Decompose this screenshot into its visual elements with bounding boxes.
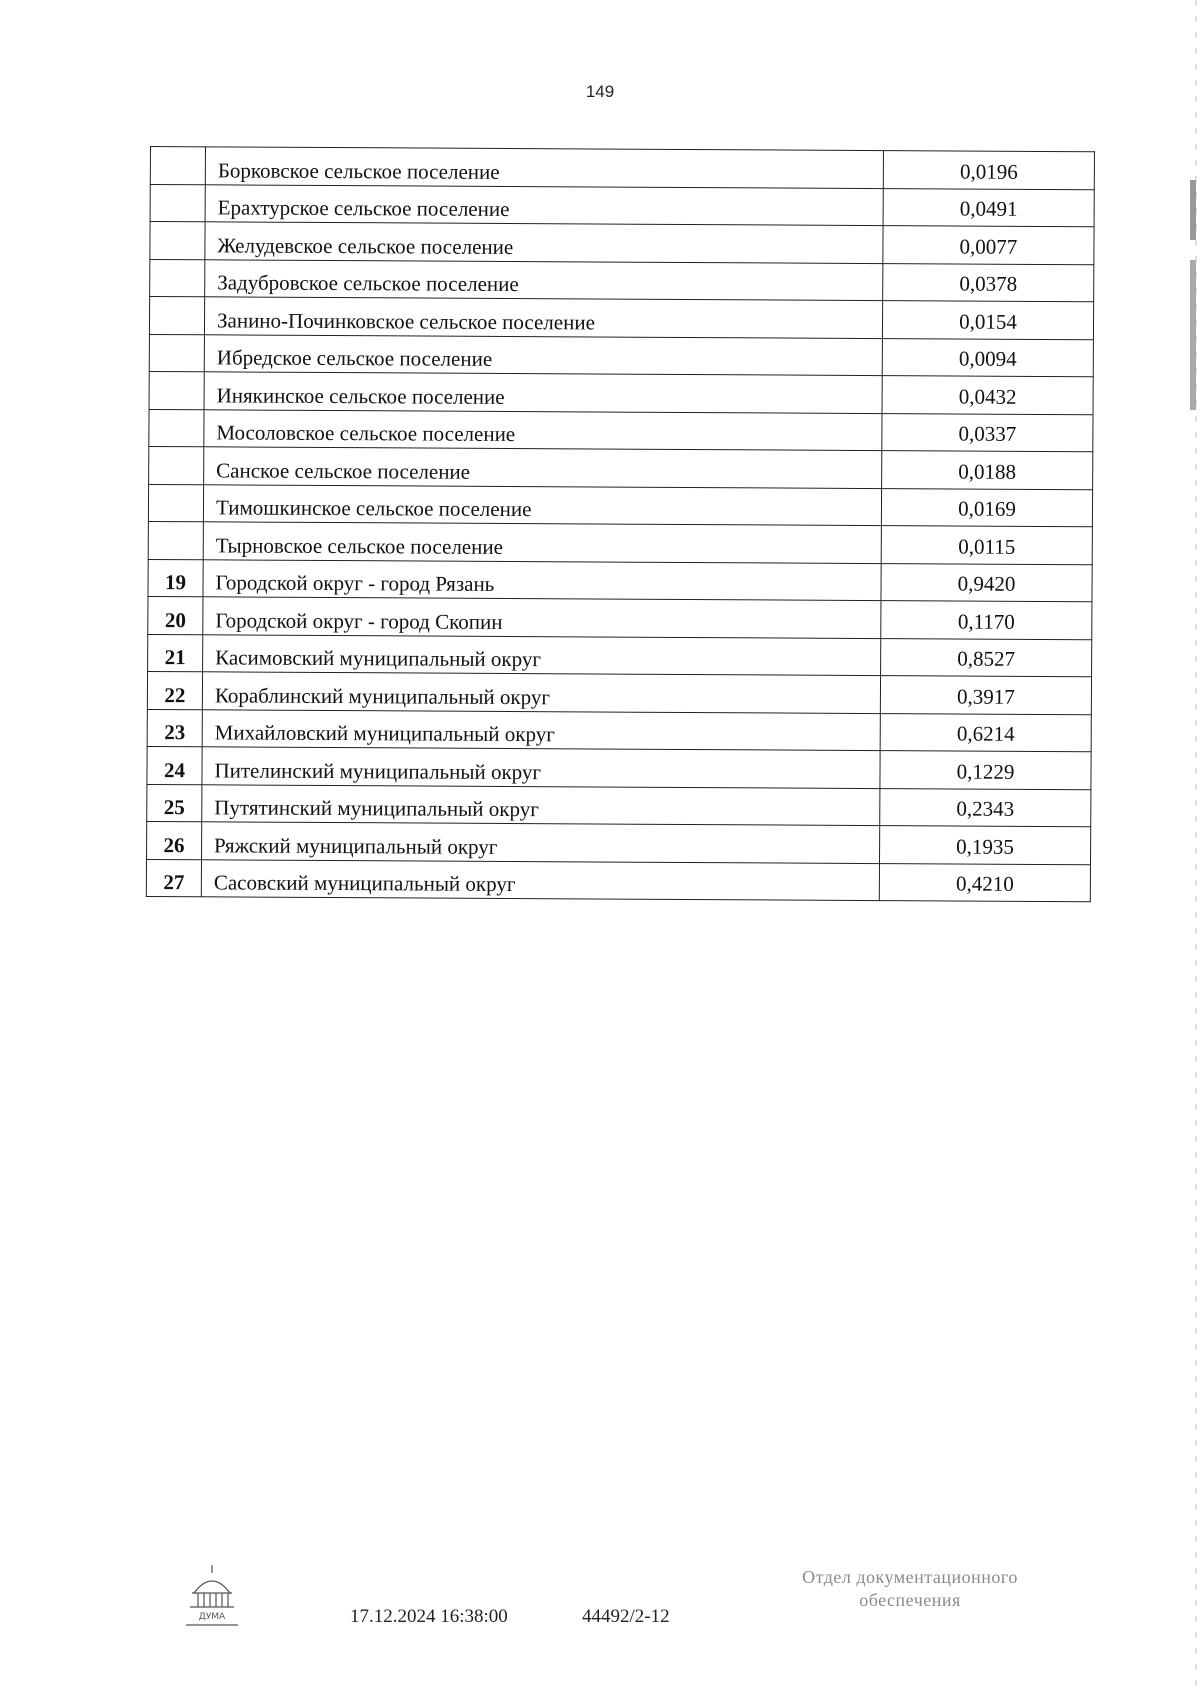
row-number	[149, 334, 204, 372]
coefficient-value: 0,3917	[880, 676, 1091, 715]
coefficient-value: 0,0432	[882, 376, 1093, 415]
municipality-name: Мосоловское сельское поселение	[204, 409, 882, 450]
page-number: 149	[585, 82, 615, 101]
coefficient-value: 0,0188	[882, 451, 1093, 490]
row-number	[149, 371, 204, 409]
coefficient-value: 0,9420	[881, 563, 1092, 602]
table-row	[146, 859, 1090, 902]
table-row	[148, 634, 1092, 677]
table-row	[150, 184, 1094, 227]
municipality-name: Касимовский муниципальный округ	[203, 634, 881, 675]
row-number: 21	[148, 634, 203, 672]
municipality-name: Тимошкинское сельское поселение	[203, 484, 881, 525]
coefficient-value: 0,0077	[883, 226, 1094, 265]
department-stamp	[760, 1566, 1060, 1613]
municipality-name: Михайловский муниципальный округ	[202, 709, 880, 750]
municipality-name: Задубровское сельское поселение	[205, 259, 883, 300]
municipality-name: Инякинское сельское поселение	[204, 372, 882, 413]
row-number: 22	[147, 671, 202, 709]
row-number	[149, 446, 204, 484]
table-row	[148, 521, 1092, 564]
municipality-name: Занино-Починковское сельское поселение	[204, 297, 882, 338]
coefficient-value: 0,0115	[881, 526, 1092, 565]
municipality-name: Кораблинский муниципальный округ	[202, 672, 880, 713]
table-row	[148, 559, 1092, 602]
municipality-name: Сасовский муниципальный округ	[201, 859, 879, 900]
coefficient-value: 0,0154	[882, 301, 1093, 340]
table-row	[147, 784, 1091, 827]
table-row	[147, 746, 1091, 789]
row-number	[149, 297, 204, 335]
table-row	[147, 709, 1091, 752]
table-row	[150, 147, 1094, 190]
table-row	[147, 821, 1091, 864]
coefficients-table-container	[146, 146, 1095, 902]
footer-datetime: 17.12.2024 16:38:00	[350, 1606, 508, 1627]
coefficient-value: 0,1170	[881, 601, 1092, 640]
duma-logo	[180, 1563, 244, 1627]
coefficient-value: 0,2343	[880, 788, 1091, 827]
row-number	[149, 409, 204, 447]
row-number: 23	[147, 709, 202, 747]
coefficient-value: 0,0169	[881, 488, 1092, 527]
table-row	[150, 259, 1094, 302]
scan-edge-artifact	[1188, 0, 1200, 1695]
table-row	[149, 446, 1093, 489]
table-body	[146, 147, 1094, 902]
row-number: 20	[148, 596, 203, 634]
coefficient-value: 0,1935	[880, 826, 1091, 865]
row-number	[148, 521, 203, 559]
row-number	[150, 259, 205, 297]
table-row	[148, 484, 1092, 527]
municipality-name: Городской округ - город Скопин	[203, 597, 881, 638]
stamp-line-1: Отдел документационного	[802, 1567, 1018, 1587]
row-number: 27	[146, 859, 201, 897]
municipality-name: Тырновское сельское поселение	[203, 522, 881, 563]
coefficient-value: 0,1229	[880, 751, 1091, 790]
row-number: 26	[147, 821, 202, 859]
coefficient-value: 0,0196	[883, 151, 1094, 190]
row-number: 19	[148, 559, 203, 597]
municipality-name: Санское сельское поселение	[204, 447, 882, 488]
stamp-line-2: обеспечения	[859, 1590, 961, 1611]
row-number	[148, 484, 203, 522]
row-number	[150, 147, 205, 185]
municipality-name: Ибредское сельское поселение	[204, 334, 882, 375]
municipality-name: Пителинский муниципальный округ	[202, 747, 880, 788]
table-row	[149, 297, 1093, 340]
table-row	[150, 222, 1094, 265]
coefficient-value: 0,0337	[882, 413, 1093, 452]
municipality-name: Желудевское сельское поселение	[205, 222, 883, 263]
row-number	[150, 184, 205, 222]
municipality-name: Ерахтурское сельское поселение	[205, 184, 883, 225]
coefficient-value: 0,0491	[883, 188, 1094, 227]
table-row	[148, 596, 1092, 639]
coefficient-value: 0,0094	[882, 338, 1093, 377]
municipality-name: Путятинский муниципальный округ	[202, 784, 880, 825]
coefficient-value: 0,8527	[881, 638, 1092, 677]
row-number: 24	[147, 746, 202, 784]
duma-logo-text: ДУМА	[198, 1612, 226, 1622]
row-number: 25	[147, 784, 202, 822]
coefficient-value: 0,4210	[879, 863, 1090, 902]
coefficients-table	[146, 146, 1095, 902]
table-row	[149, 409, 1093, 452]
row-number	[150, 222, 205, 260]
coefficient-value: 0,0378	[883, 263, 1094, 302]
footer-registration-number: 44492/2-12	[582, 1606, 670, 1627]
municipality-name: Борковское сельское поселение	[205, 147, 883, 188]
table-row	[149, 371, 1093, 414]
table-row	[149, 334, 1093, 377]
municipality-name: Городской округ - город Рязань	[203, 559, 881, 600]
municipality-name: Ряжский муниципальный округ	[202, 822, 880, 863]
table-row	[147, 671, 1091, 714]
coefficient-value: 0,6214	[880, 713, 1091, 752]
